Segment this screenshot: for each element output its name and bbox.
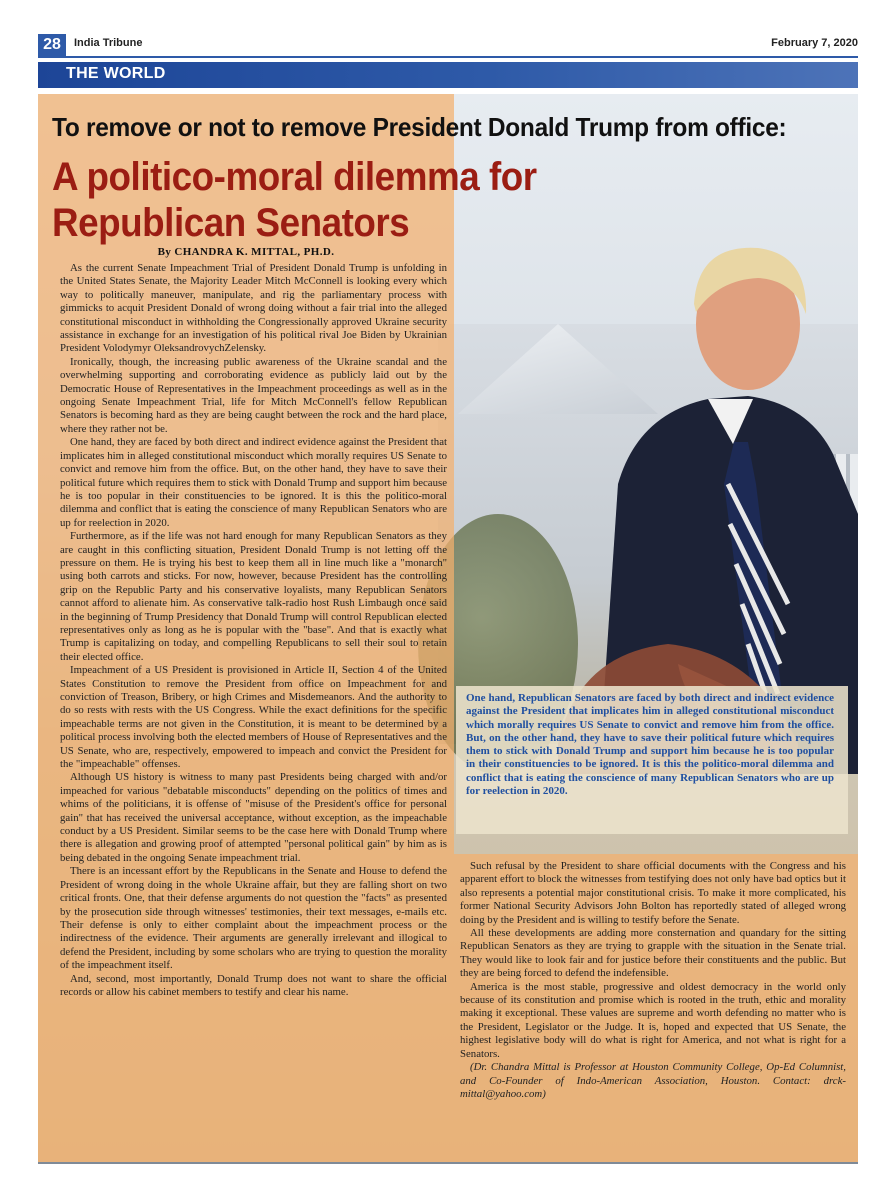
paragraph: America is the most stable, progressive and oldest democracy in the world only because of its constitution and promise which is rooted in the truth, ethic and morality making it exceptional. These values are supreme and worth defending no matter who is the President, Legislator or the Judge. It is, hoped and expected that US Senate, the highest legislative body will do what is right for America, and not what is right for a Senators.: [460, 980, 846, 1060]
pull-quote: One hand, Republican Senators are faced by both direct and indirect evidence against the President that implicates him in alleged constitutional misconduct which morally requires US Senate to convict and remove him from the office. But, on the other hand, they have to save their political future which requires them to stick with Donald Trump and support him because he is too popular in their constituencies to be ignored. It is this the politico-moral dilemma and conflict that is eating the conscience of many Republican Senators who are up for reelection in 2020.: [456, 686, 848, 834]
paragraph: Furthermore, as if the life was not hard enough for many Republican Senators as they are caught in this conflicting situation, President Donald Trump is not letting off the pressure on them. He is trying his best to keep them all in line much like a "monarch" using both carrots and sticks. For now, however, because President has the controlling grip on the Republic Party and his conservative loyalists, many Republican Senators cannot afford to alienate him. As conservative talk-radio host Rush Limbaugh once said in the beginning of Trump Presidency that Donald Trump will control Republican elected representatives only as long as he is popular with the "base". And that is exactly what Trump is capitalizing on today, and compelling Republicans to sell their soul to retain their elected office.: [60, 530, 447, 663]
page-number: 28: [38, 34, 66, 56]
footer-rule: [38, 1162, 858, 1164]
paragraph: One hand, they are faced by both direct and indirect evidence against the President that implicates him in alleged constitutional misconduct which morally requires US Senate to convict and remove him from the office. But, on the other hand, they have to save their political future which requires them to stick with Donald Trump and support him because he is too popular in their constituencies to be ignored. It is this the politico-moral dilemma and conflict that is eating the conscience of many Republican Senators who are up for reelection in 2020.: [60, 436, 447, 529]
paragraph: Ironically, though, the increasing public awareness of the Ukraine scandal and the overwhelming supporting and corroborating evidence as publicly laid out by the Democratic House of Representatives in the Impeachment proceedings as well as in the ongoing Senate Impeachment Trial, life for Mitch McConnell's fellow Republican Senators is becoming hard as they are being caught between the rock and the hard place, where they rather not be.: [60, 355, 447, 435]
header-rule: [38, 56, 858, 58]
paragraph: All these developments are adding more consternation and quandary for the sitting Republican Senators as they are trying to grapple with the situation in the Senate trial. They would like to look fair and for justice before their constituents and the public. But they are being forced to defend the indefensible.: [460, 927, 846, 980]
section-banner: [38, 62, 858, 88]
article-column-left: [60, 262, 447, 1142]
article-headline: A politico-moral dilemma for Republican Senators: [52, 155, 537, 245]
paragraph: And, second, most importantly, Donald Trump does not want to share the official records or allow his cabinet members to testify and clear his name.: [60, 972, 447, 998]
article-area: [38, 94, 858, 1162]
section-title: THE WORLD: [66, 65, 166, 82]
article-kicker: To remove or not to remove President Donald Trump from office:: [52, 112, 787, 142]
paragraph: There is an incessant effort by the Republicans in the Senate and House to defend the President of wrong doing in the whole Ukraine affair, but they are falling short on two critical fronts. One, that their defense arguments do not question the "facts" as presented by the prosecution side through witnesses' testimonies, their text messages, e-mails etc. Their defense is only to either complaint about the impeachment process or the indirectness of the evidence. Their arguments are generally irrelevant and illogical to defend the President, including by some scholars who are trying to question the morality of the impeachment itself.: [60, 865, 447, 972]
paragraph: Impeachment of a US President is provisioned in Article II, Section 4 of the United States Constitution to remove the President from office on Impeachment for and conviction of Treason, Bribery, or high Crimes and Misdemeanors. And the authority to do so rests with rests with the US Congress. While the exact definitions for the specific impeachable terms are not given in the Constitution, it is meant to be determined by a political process involving both the elected members of House of Representatives and the US Senate, who are, respectively, empowered to impeach and convict the President for the "impeachable" offenses.: [60, 664, 447, 771]
paragraph: Although US history is witness to many past Presidents being charged with and/or impeached for various "debatable misconducts" depending on the politics of times and whims of the politicians, it is offense of "misuse of the President's office for personal gain" that has received the universal acceptance, without exception, as the impeachable conduct by a US President. Similar seems to be the case here with Donald Trump where there is allegation and growing proof of attempted "personal political gain" by him as is being debated in the ongoing Senate impeachment trial.: [60, 771, 447, 864]
publication-name: India Tribune: [74, 37, 143, 49]
page-header: [38, 34, 858, 58]
paragraph: As the current Senate Impeachment Trial of President Donald Trump is unfolding in the United States Senate, the Majority Leader Mitch McConnell is looking every which way to politically maneuver, manipulate, and rig the parliamentary process with gimmicks to acquit President Donald of wrong doing without a fair trial into the alleged constitutional misconduct in withholding the Congressionally approved Ukraine security assistance in exchange for an investigation of his political rival Joe Biden by Ukrainian President Volodymyr OleksandrovychZelensky.: [60, 262, 447, 355]
issue-date: February 7, 2020: [771, 37, 858, 49]
paragraph: Such refusal by the President to share official documents with the Congress and his apparent effort to block the witnesses from testifying does not only have bad optics but it also represents a potential major constitutional crisis. To make it more complicated, his former National Security Advisors John Bolton has reportedly stated of alleged wrong doing by the President and is willing to testify before the Senate.: [460, 860, 846, 926]
article-column-right: [460, 860, 846, 1140]
author-note: (Dr. Chandra Mittal is Professor at Houston Community College, Op-Ed Columnist, and Co-Founder of Indo-American Association, Houston. Contact: drck-mittal@yahoo.com): [460, 1061, 846, 1100]
byline: By CHANDRA K. MITTAL, PH.D.: [157, 246, 335, 258]
